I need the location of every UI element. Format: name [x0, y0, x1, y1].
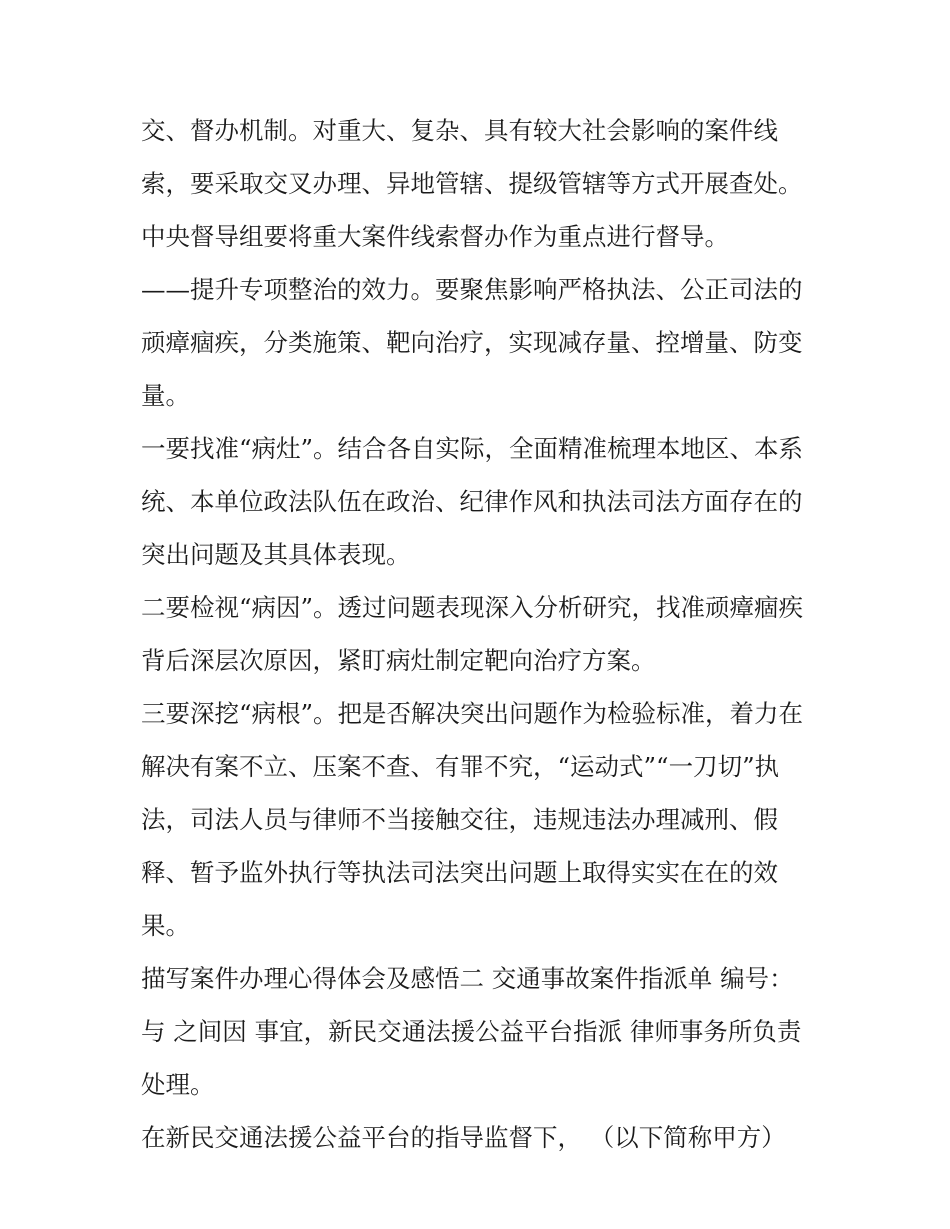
text-line: 释、暂予监外执行等执法司法突出问题上取得实实在在的效 [141, 858, 778, 887]
document-body [141, 104, 821, 1164]
text-line: 交、督办机制。对重大、复杂、具有较大社会影响的案件线 [141, 116, 778, 145]
text-line: 处理。 [141, 1070, 215, 1099]
text-line: 二要检视“病因”。透过问题表现深入分析研究，找准顽瘴痼疾 [141, 593, 804, 622]
text-line: 突出问题及其具体表现。 [141, 540, 411, 569]
text-line: 果。 [141, 911, 190, 940]
text-line: 描写案件办理心得体会及感悟二 交通事故案件指派单 编号： [141, 964, 794, 993]
text-line: 索，要采取交叉办理、异地管辖、提级管辖等方式开展查处。 [141, 169, 803, 198]
text-line: 背后深层次原因，紧盯病灶制定靶向治疗方案。 [141, 646, 656, 675]
text-line: 量。 [141, 381, 190, 410]
text-line: 三要深挖“病根”。把是否解决突出问题作为检验标准，着力在 [141, 699, 804, 728]
text-line: 一要找准“病灶”。结合各自实际，全面精准梳理本地区、本系 [141, 434, 804, 463]
text-line: 在新民交通法援公益平台的指导监督下， （以下简称甲方） [141, 1123, 786, 1152]
text-line: 解决有案不立、压案不查、有罪不究，“运动式”“一刀切”执 [141, 752, 780, 781]
text-line: 法，司法人员与律师不当接触交往，违规违法办理减刑、假 [141, 805, 778, 834]
text-line: 统、本单位政法队伍在政治、纪律作风和执法司法方面存在的 [141, 487, 803, 516]
text-line: ——提升专项整治的效力。要聚焦影响严格执法、公正司法的 [141, 275, 803, 304]
text-line: 与 之间因 事宜，新民交通法援公益平台指派 律师事务所负责 [141, 1017, 802, 1046]
text-line: 中央督导组要将重大案件线索督办作为重点进行督导。 [141, 222, 729, 251]
text-line: 顽瘴痼疾，分类施策、靶向治疗，实现减存量、控增量、防变 [141, 328, 803, 357]
